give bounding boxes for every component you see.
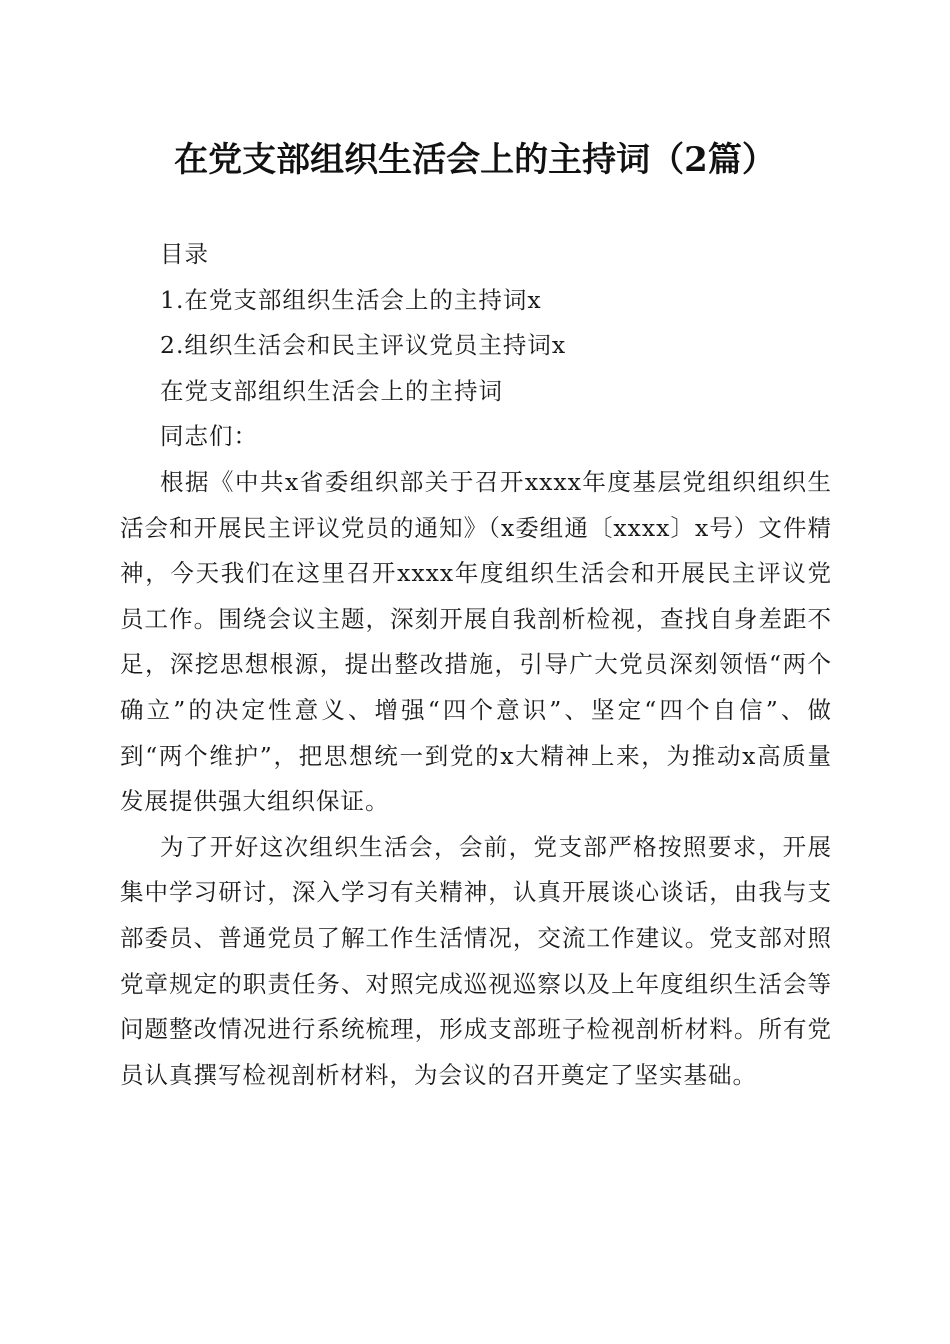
paragraph-1: 根据《中共x省委组织部关于召开xxxx年度基层党组织组织生活会和开展民主评议党员的通知》（x委组通〔xxxx〕x号）文件精神，今天我们在这里召开xxxx年度组织生活会和开展民主评议党员工作。围绕会议主题，深刻开展自我剖析检视，查找自身差距不足，深挖思想根源，提出整改措施，引导广大党员深刻领悟“两个确立”的决定性意义、增强“四个意识”、坚定“四个自信”、做到“两个维护”，把思想统一到党的x大精神上来，为推动x高质量发展提供强大组织保证。 <box>120 467 832 816</box>
document-title: 在党支部组织生活会上的主持词（2篇） <box>174 140 776 180</box>
paragraph-2: 为了开好这次组织生活会，会前，党支部严格按照要求，开展集中学习研讨，深入学习有关精神，认真开展谈心谈话，由我与支部委员、普通党员了解工作生活情况，交流工作建议。党支部对照党章规定的职责任务、对照完成巡视巡察以及上年度组织生活会等问题整改情况进行系统梳理，形成支部班子检视剖析材料。所有党员认真撰写检视剖析材料，为会议的召开奠定了坚实基础。 <box>120 832 832 1089</box>
toc-item-2: 2.组织生活会和民主评议党员主持词x <box>160 331 567 360</box>
section-title: 在党支部组织生活会上的主持词 <box>160 376 503 405</box>
salutation: 同志们： <box>160 422 258 451</box>
toc-item-1: 1.在党支部组织生活会上的主持词x <box>160 285 542 314</box>
document-body <box>120 232 832 1098</box>
toc-heading: 目录 <box>160 240 209 268</box>
